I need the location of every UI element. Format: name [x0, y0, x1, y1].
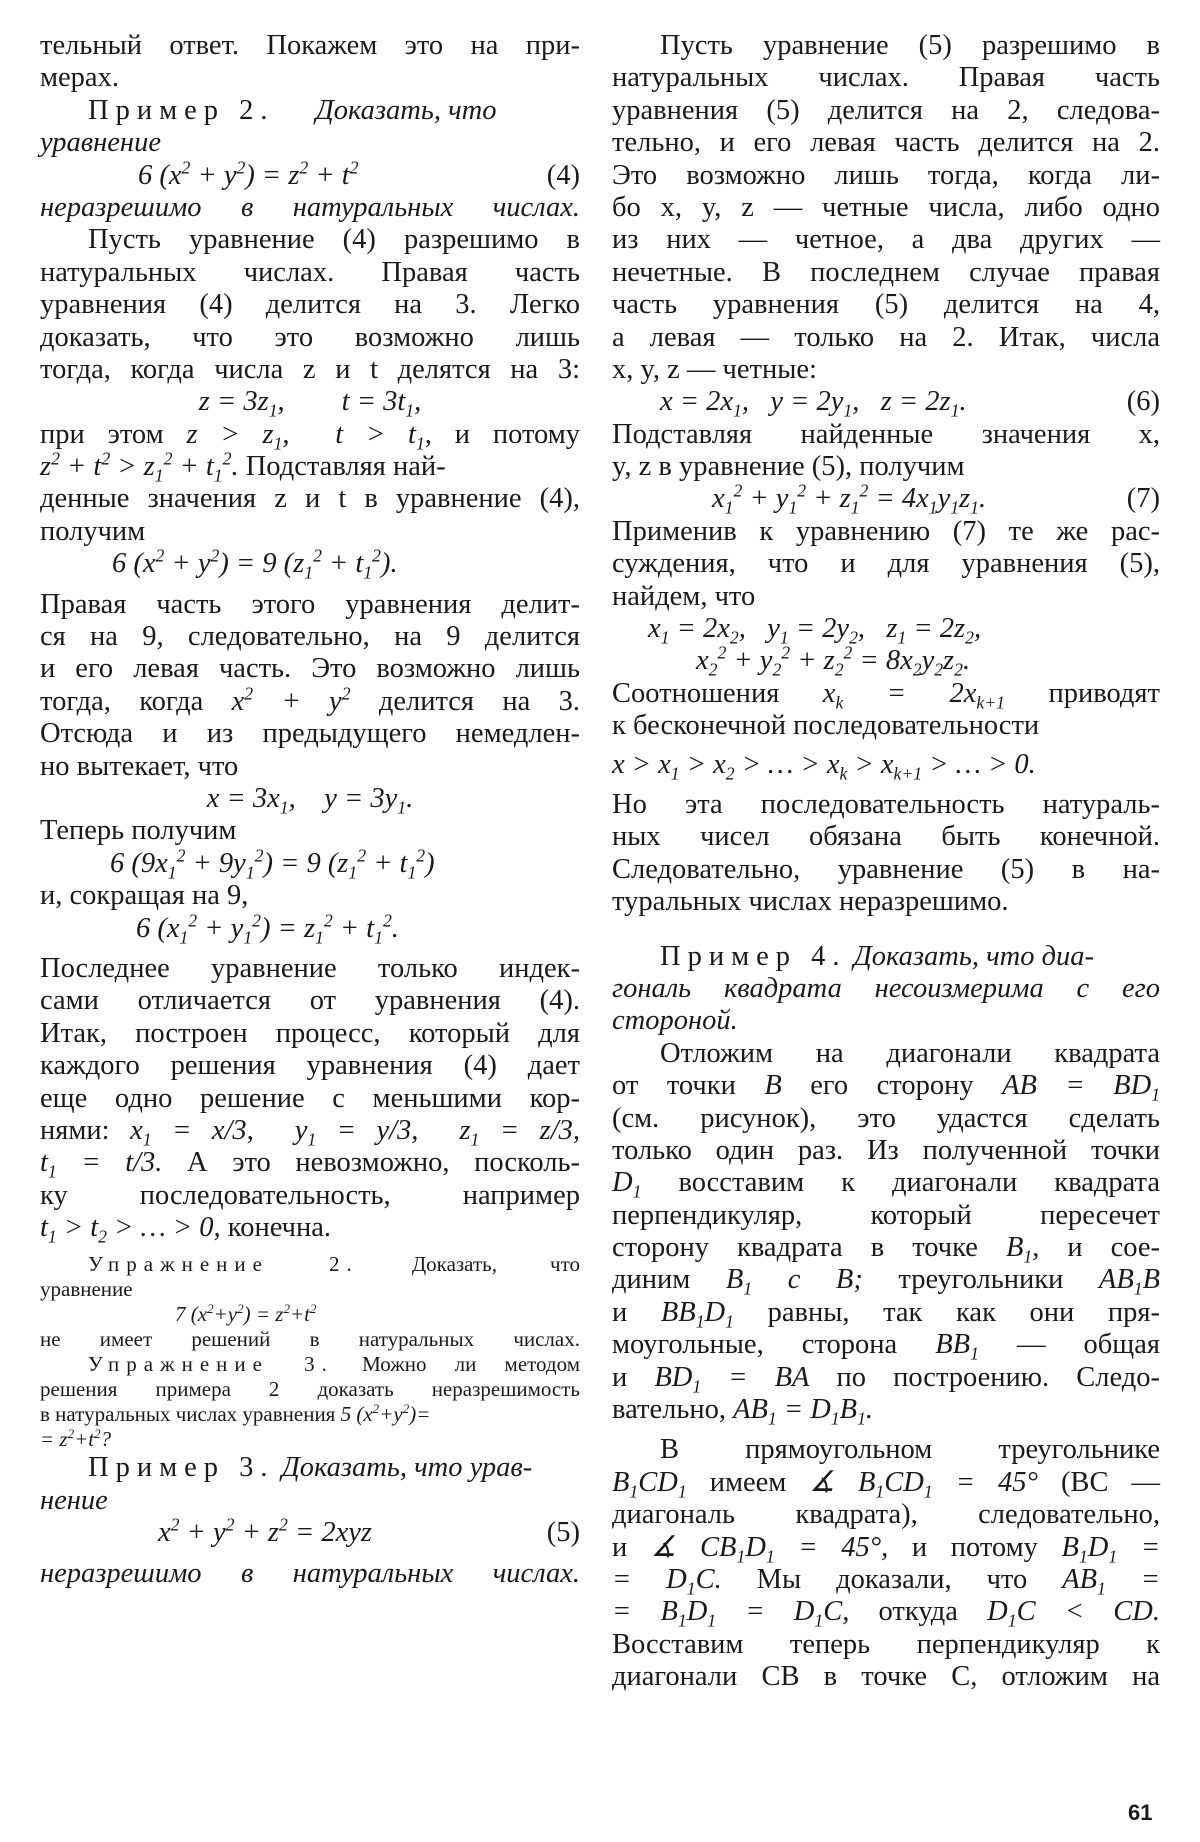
example-3-heading: Пример 3. Доказать, что урав- [88, 1452, 533, 1484]
text-line: Итак, построен процесс, который для [40, 1017, 580, 1049]
formula: 6 $(x^2 + y^2) = 9$ $(z_1^2 + t_1^2)$. [112, 545, 398, 583]
text-line: из них — четное, а два других — [612, 224, 1160, 256]
exercise-2-heading: Упражнение 2. Доказать, что [88, 1252, 581, 1277]
text-line: тогда, когда числа z и t делятся на 3: [40, 353, 580, 385]
text-line: ных чисел обязана быть конечной. [612, 821, 1160, 853]
text-line: нечетные. В последнем случае правая [612, 256, 1160, 288]
text-line: y, z в уравнение (5), получим [612, 451, 965, 483]
equation-5 [40, 1514, 580, 1549]
text-line: диагонали CB в точке C, отложим на [612, 1661, 1160, 1693]
equation-number: (6) [1126, 386, 1160, 418]
equation-7 [612, 480, 1160, 519]
text-line: стороной. [612, 1005, 738, 1037]
text-line: Следовательно, уравнение (5) в на- [612, 853, 1160, 885]
text-line: неразрешимо в натуральных числах. [40, 191, 580, 223]
text-line: тельный ответ. Покажем это на при- [40, 30, 580, 61]
text-line: не имеет решений в натуральных числах. [40, 1327, 580, 1352]
text-line: гональ квадрата несоизмерима с его [612, 972, 1160, 1004]
text-line: туральных числах неразрешимо. [612, 886, 1009, 918]
text-line: уравнение [40, 1277, 133, 1302]
equation-number: (4) [546, 159, 580, 191]
text-line: неразрешимо в натуральных числах. [40, 1557, 580, 1589]
equation-6 [612, 386, 1160, 421]
text-line: Восставим теперь перпендикуляр к [612, 1628, 1160, 1660]
text-line: $D_1$ восставим к диагонали квадрата [612, 1167, 1160, 1202]
text-line: к бесконечной последовательности [612, 710, 1040, 742]
example-label: Пример 2. [88, 94, 275, 126]
left-column [40, 30, 580, 1590]
formula: $x_2^2 + y_2^2 + z_2^2 = 8x_2y_2z_2$. [696, 642, 971, 681]
formula: $x = 3x_1$, $y = 3y_1$. [206, 782, 414, 818]
text-line: еще одно решение с меньшими кор- [40, 1082, 580, 1114]
formula: $x = 2x_1$, $y = 2y_1$, $z = 2z_1$. [660, 386, 967, 421]
text-line: Соотношения $x_k = 2x_{k+1}$ приводят [612, 677, 1160, 713]
text-line: но вытекает, что [40, 750, 239, 782]
formula: 7 $(x^2+y^2) = z^2+t^2$ [175, 1301, 317, 1327]
formula: $x > x_1 > x_2$ > … > $x_k > x_{k+1}$ > … > 0. [612, 748, 1036, 784]
equation-number: (5) [546, 1517, 580, 1549]
text-line: = $D_1C$. Мы доказали, что $AB_1$ = [612, 1563, 1161, 1599]
text-line: $B_1CD_1$ имеем ∡ $B_1CD_1 = 45^\circ$ (BC — [612, 1466, 1160, 1502]
formula: 6 $(x^2 + y^2) = z^2 + t^2$ [138, 157, 359, 191]
text-line: и $BD_1$ = BA по построению. Следо- [612, 1361, 1160, 1397]
text-line: уравнение [40, 127, 161, 159]
formula: $z = 3z_1$, $t = 3t_1$, [198, 386, 422, 421]
text-line: и $BB_1D_1$ равны, так как они пря- [612, 1296, 1161, 1332]
text-line: бо x, y, z — четные числа, либо одно [612, 191, 1160, 223]
text-line: Применив к уравнению (7) те же рас- [612, 515, 1160, 547]
text-line: $t_1 > t_2$ > … > 0, конечна. [40, 1212, 331, 1247]
formula: 6 $(9x_1^2 + 9y_1^2) = 9$ $(z_1^2 + t_1^2)$ [110, 845, 435, 883]
text-line: Отложим на диагонали квадрата [660, 1037, 1160, 1069]
text-line: В прямоугольном треугольнике [660, 1434, 1160, 1466]
text-line: сами отличается от уравнения (4). [40, 985, 580, 1017]
text-line: перпендикуляр, который пересечет [612, 1199, 1160, 1231]
text-line: $z^2 + t^2 > z_1^2 + t_1^2$. Подставляя най- [40, 448, 446, 486]
text-line: денные значения z и t в уравнение (4), [40, 483, 580, 515]
text-line: а левая — только на 2. Итак, числа [612, 321, 1160, 353]
formula: 6 $(x_1^2 + y_1^2) = z_1^2 + t_1^2$. [136, 910, 399, 948]
text-line: и, сокращая на 9, [40, 880, 249, 912]
text-line: часть уравнения (5) делится на 4, [612, 289, 1160, 321]
text-line: нями: $x_1 = x/3$, $y_1 = y/3$, $z_1 = z/3$, [40, 1114, 580, 1150]
right-column [612, 30, 1160, 1694]
text-line: доказать, что это возможно лишь [40, 321, 580, 353]
text-line: (см. рисунок), это удастся сделать [612, 1102, 1160, 1134]
text-line: Пусть уравнение (5) разрешимо в [660, 30, 1160, 61]
text-line: $t_1 = t/3$. А это невозможно, посколь- [40, 1147, 581, 1182]
formula: $x^2 + y^2 + z^2 = 2xyz$ [158, 1514, 372, 1549]
text-line: сторону квадрата в точке $B_1$, и сое- [612, 1232, 1161, 1267]
text-line: моугольные, сторона $BB_1$ — общая [612, 1329, 1160, 1364]
formula: $x_1 = 2x_2$, $y_1 = 2y_2$, $z_1 = 2z_2$, [648, 613, 982, 648]
text-line: мерах. [40, 62, 119, 94]
text-line: диним $B_1$ с B; треугольники $AB_1B$ [612, 1264, 1160, 1300]
text-line: и ∡ $CB_1D_1 = 45^\circ$, и потому $B_1D_1$ = [612, 1531, 1161, 1567]
text-line: натуральных числах. Правая часть [612, 62, 1160, 94]
exercise-block [40, 1252, 580, 1452]
text-line: Последнее уравнение только индек- [40, 952, 580, 984]
text-line: суждения, что и для уравнения (5), [612, 548, 1160, 580]
text-line: нение [40, 1484, 108, 1516]
text-line: Подставляя найденные значения x, [612, 418, 1160, 450]
text-line: решения примера 2 доказать неразрешимость [40, 1377, 580, 1402]
text-line: Но эта последовательность натураль- [612, 788, 1160, 820]
text-line: получим [40, 515, 146, 547]
text-line: ку последовательность, например [40, 1179, 580, 1211]
text-line: вательно, $AB_1 = D_1B_1$. [612, 1394, 874, 1429]
text-line: от точки B его сторону AB = $BD_1$ [612, 1070, 1161, 1105]
text-line: тельно, и его левая часть делится на 2. [612, 127, 1160, 159]
formula: = $z^2+t^2$? [40, 1426, 112, 1452]
text-line: Теперь получим [40, 815, 237, 847]
page-number: 61 [1128, 1800, 1153, 1825]
example-4-heading: Пример 4. Доказать, что диа- [660, 940, 1095, 972]
example-2-heading: Пример 2. Доказать, что [88, 94, 497, 126]
text-line: Это возможно лишь тогда, когда ли- [612, 159, 1160, 191]
text-line: натуральных числах. Правая часть [40, 256, 580, 288]
text-line: в натуральных числах уравнения 5 $(x^2+y^2)=$ [40, 1401, 431, 1427]
text-line: и его левая часть. Это возможно лишь [40, 653, 580, 685]
text-line: x, y, z — четные: [612, 353, 817, 385]
formula: $x_1^2 + y_1^2 + z_1^2 = 4x_1y_1z_1$. [712, 480, 987, 519]
text-line: диагональ квадрата), следовательно, [612, 1499, 1160, 1531]
text-line: только один раз. Из полученной точки [612, 1134, 1160, 1166]
text-line: тогда, когда $x^2 + y^2$ делится на 3. [40, 683, 581, 717]
text-line: Отсюда и из предыдущего немедлен- [40, 718, 580, 750]
text-line: найдем, что [612, 580, 756, 612]
text-line: Пусть уравнение (4) разрешимо в [88, 224, 580, 256]
text-line: ся на 9, следовательно, на 9 делится [40, 621, 580, 653]
text-line: = $B_1D_1 = D_1C$, откуда $D_1C$ < CD. [612, 1596, 1160, 1632]
text-line: уравнения (5) делится на 2, следова- [612, 94, 1160, 126]
text-line: каждого решения уравнения (4) дает [40, 1050, 580, 1082]
text-line: Правая часть этого уравнения делит- [40, 588, 580, 620]
exercise-3-heading: Упражнение 3. Можно ли методом [88, 1352, 581, 1377]
text-line: уравнения (4) делится на 3. Легко [40, 289, 580, 321]
text-line: при этом $z > z_1$, $t > t_1$, и потому [40, 418, 581, 454]
equation-4 [40, 157, 580, 192]
equation-number: (7) [1126, 483, 1160, 515]
